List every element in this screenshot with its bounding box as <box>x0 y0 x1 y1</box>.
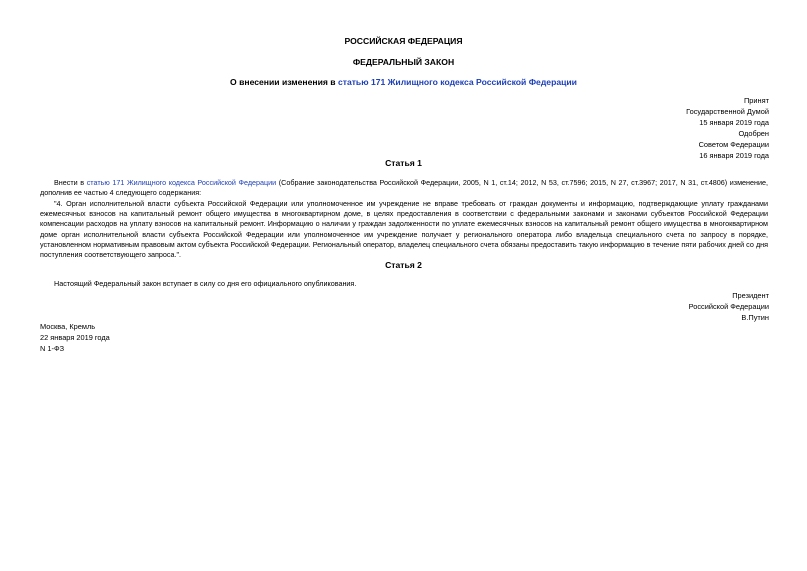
adoption-line-5: Советом Федерации <box>698 140 769 149</box>
country-heading: РОССИЙСКАЯ ФЕДЕРАЦИЯ <box>344 36 463 46</box>
article-2-text <box>40 279 768 289</box>
law-title <box>0 77 807 88</box>
article-1-quote-text: "4. Орган исполнительной власти субъекта Российской Федерации или уполномоченное им учреждение не вправе требовать от граждан документы и информацию, подтверждающие уплату гражданами ежемесячных взносов на капитальный ремонт общего имущества в многоквартирном доме, в целях предоставления в соответствии с федеральными законами и законами субъектов Российской Федерации компенсации расходов на уплату взносов на капитальный ремонт. Информацию о наличии у граждан задолженности по уплате ежемесячных взносов на капитальный ремонт общего имущества в многоквартирном доме орган исполнительной власти субъекта Российской Федерации или уполномоченное им учреждение получает у регионального оператора либо владельца специального счета по запросу в порядке, установленном нормативным правовым актом субъекта Российской Федерации. Региональный оператор, владелец специального счета обязаны предоставить такую информацию в течение пяти рабочих дней со дня поступления соответствующего запроса.". <box>40 199 768 260</box>
article-2-text-content: Настоящий Федеральный закон вступает в силу со дня его официального опубликования. <box>54 279 357 288</box>
document-type-heading: ФЕДЕРАЛЬНЫЙ ЗАКОН <box>352 57 455 67</box>
adoption-line-3: 15 января 2019 года <box>699 118 769 127</box>
article-1-quote <box>40 199 768 260</box>
law-title-prefix: О внесении изменения в <box>230 77 338 87</box>
adoption-block <box>686 95 769 161</box>
article-1-intro-prefix: Внести в <box>54 178 87 187</box>
law-title-link[interactable]: статью 171 Жилищного кодекса Российской Федерации <box>337 77 577 87</box>
signing-place: Москва, Кремль <box>40 322 96 331</box>
signature-block <box>689 290 769 323</box>
signing-date: 22 января 2019 года <box>40 333 110 342</box>
article-1-heading: Статья 1 <box>385 158 422 168</box>
article-2-heading: Статья 2 <box>385 260 422 270</box>
signature-line-3: В.Путин <box>741 313 769 322</box>
law-number: N 1-ФЗ <box>40 344 65 353</box>
adoption-line-2: Государственной Думой <box>686 107 769 116</box>
adoption-line-6: 16 января 2019 года <box>699 151 769 160</box>
article-1-intro-suffix: (Собрание законодательства Российской Федерации, 2005, N 1, ст.14; 2012, N 53, ст.7596; 2015, N 27, ст.3967; 2017, N 31, ст.4806) изменение, дополнив ее частью 4 следующего содержания: <box>40 178 768 198</box>
article-1-intro <box>40 178 768 198</box>
signature-line-2: Российской Федерации <box>688 302 769 311</box>
place-date-block <box>40 321 110 354</box>
article-1-intro-link[interactable]: статью 171 Жилищного кодекса Российской Федерации <box>86 178 277 187</box>
signature-line-1: Президент <box>732 291 769 300</box>
adoption-line-1: Принят <box>743 96 769 105</box>
adoption-line-4: Одобрен <box>738 129 769 138</box>
